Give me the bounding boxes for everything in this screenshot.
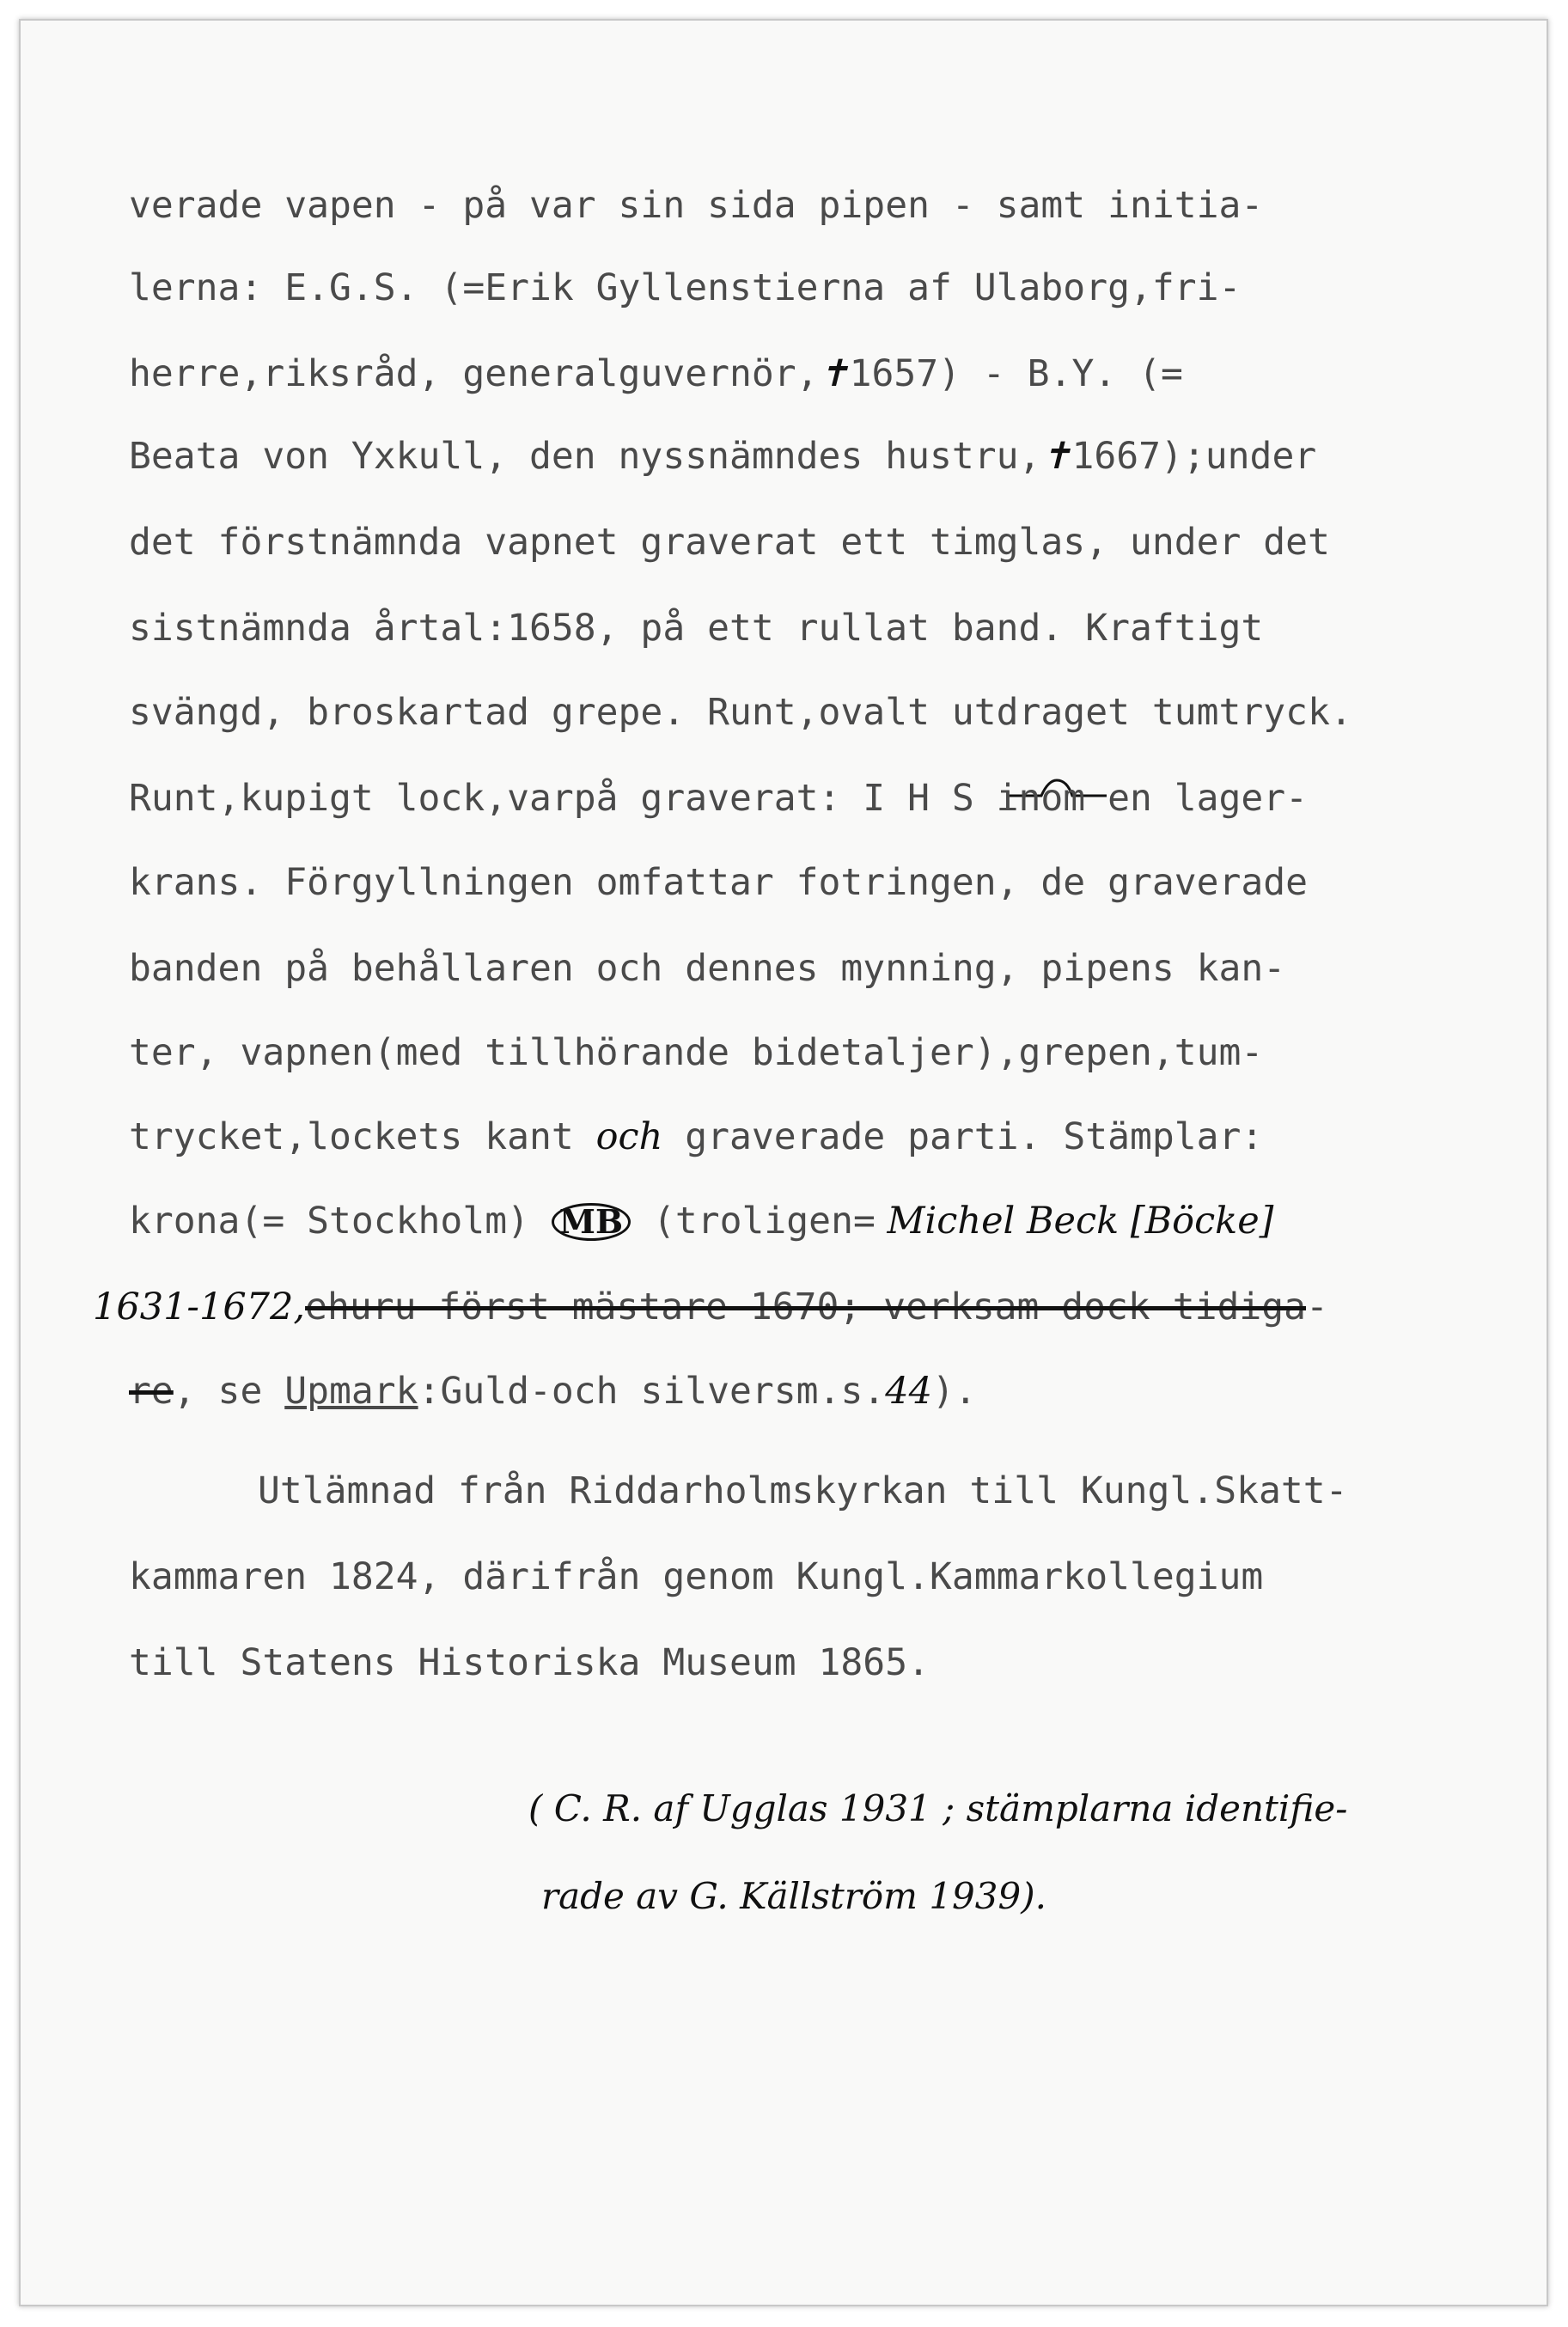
line-4-start: Beata von Yxkull, den nyssnämndes hustru, — [129, 435, 1041, 478]
text-line-10: banden på behållaren och dennes mynning, pipens kan- — [129, 947, 1286, 990]
text-line-13 — [129, 1200, 1274, 1243]
struck-out-text: ehuru först mästare 1670; verksam dock tidiga — [305, 1286, 1307, 1328]
line-4-tail: 1667);under — [1071, 435, 1317, 478]
struck-out-text: re — [129, 1370, 174, 1413]
handwritten-note-line-1: ( C. R. af Ugglas 1931 ; stämplarna identifie- — [528, 1787, 1348, 1829]
text-line-16: Utlämnad från Riddarholmskyrkan till Kungl.Skatt- — [258, 1469, 1348, 1512]
handwritten-years: 1631-1672, — [93, 1286, 306, 1328]
line-15-end: ). — [931, 1370, 977, 1413]
line-13-typed: (troligen= — [631, 1200, 876, 1243]
text-line-15 — [129, 1370, 977, 1413]
text-line-5: det förstnämnda vapnet graverat ett timglas, under det — [129, 521, 1330, 564]
text-line-11: ter, vapnen(med tillhörande bidetaljer),grepen,tum- — [129, 1031, 1264, 1074]
line-15-rest: :Guld-och silversm.s. — [418, 1370, 886, 1413]
text-line-17: kammaren 1824, därifrån genom Kungl.Kammarkollegium — [129, 1555, 1264, 1598]
line-3-start: herre,riksråd, generalguvernör, — [129, 352, 819, 395]
handwritten-och: och — [595, 1115, 663, 1158]
text-line-2: lerna: E.G.S. (=Erik Gyllenstierna af Ulaborg,fri- — [129, 266, 1242, 309]
text-line-8: Runt,kupigt lock,varpå graverat: I H S inom en lager- — [129, 777, 1309, 820]
handwritten-page-number: 44 — [885, 1370, 932, 1413]
text-line-6: sistnämnda årtal:1658, på ett rullat band. Kraftigt — [129, 607, 1264, 650]
text-line-1: verade vapen - på var sin sida pipen - samt initia- — [129, 184, 1264, 227]
line-12-tail: graverade parti. Stämplar: — [662, 1115, 1264, 1158]
text-line-14 — [93, 1286, 1328, 1328]
text-line-3 — [129, 352, 1183, 395]
line-3-tail: 1657) - B.Y. (= — [849, 352, 1183, 395]
reference-upmark: Upmark — [284, 1370, 418, 1413]
line-13-start: krona(= Stockholm) — [129, 1200, 529, 1243]
maker-mark-stamp: MB — [552, 1203, 631, 1241]
death-cross-mark: ✝ — [1040, 435, 1072, 478]
text-line-12 — [129, 1115, 1264, 1158]
text-line-7: svängd, broskartad grepe. Runt,ovalt utdraget tumtryck. — [129, 691, 1352, 734]
line-15-typed: , se — [173, 1370, 285, 1413]
handwritten-note-line-2: rade av G. Källström 1939). — [541, 1875, 1046, 1917]
text-line-4 — [129, 435, 1317, 478]
death-cross-mark: ✝ — [818, 352, 850, 395]
line-14-end: - — [1306, 1286, 1328, 1328]
text-line-18: till Statens Historiska Museum 1865. — [129, 1641, 930, 1684]
text-line-9: krans. Förgyllningen omfattar fotringen, de graverade — [129, 861, 1309, 904]
line-12-start: trycket,lockets kant — [129, 1115, 574, 1158]
handwritten-maker-name: Michel Beck [Böcke] — [875, 1200, 1274, 1243]
